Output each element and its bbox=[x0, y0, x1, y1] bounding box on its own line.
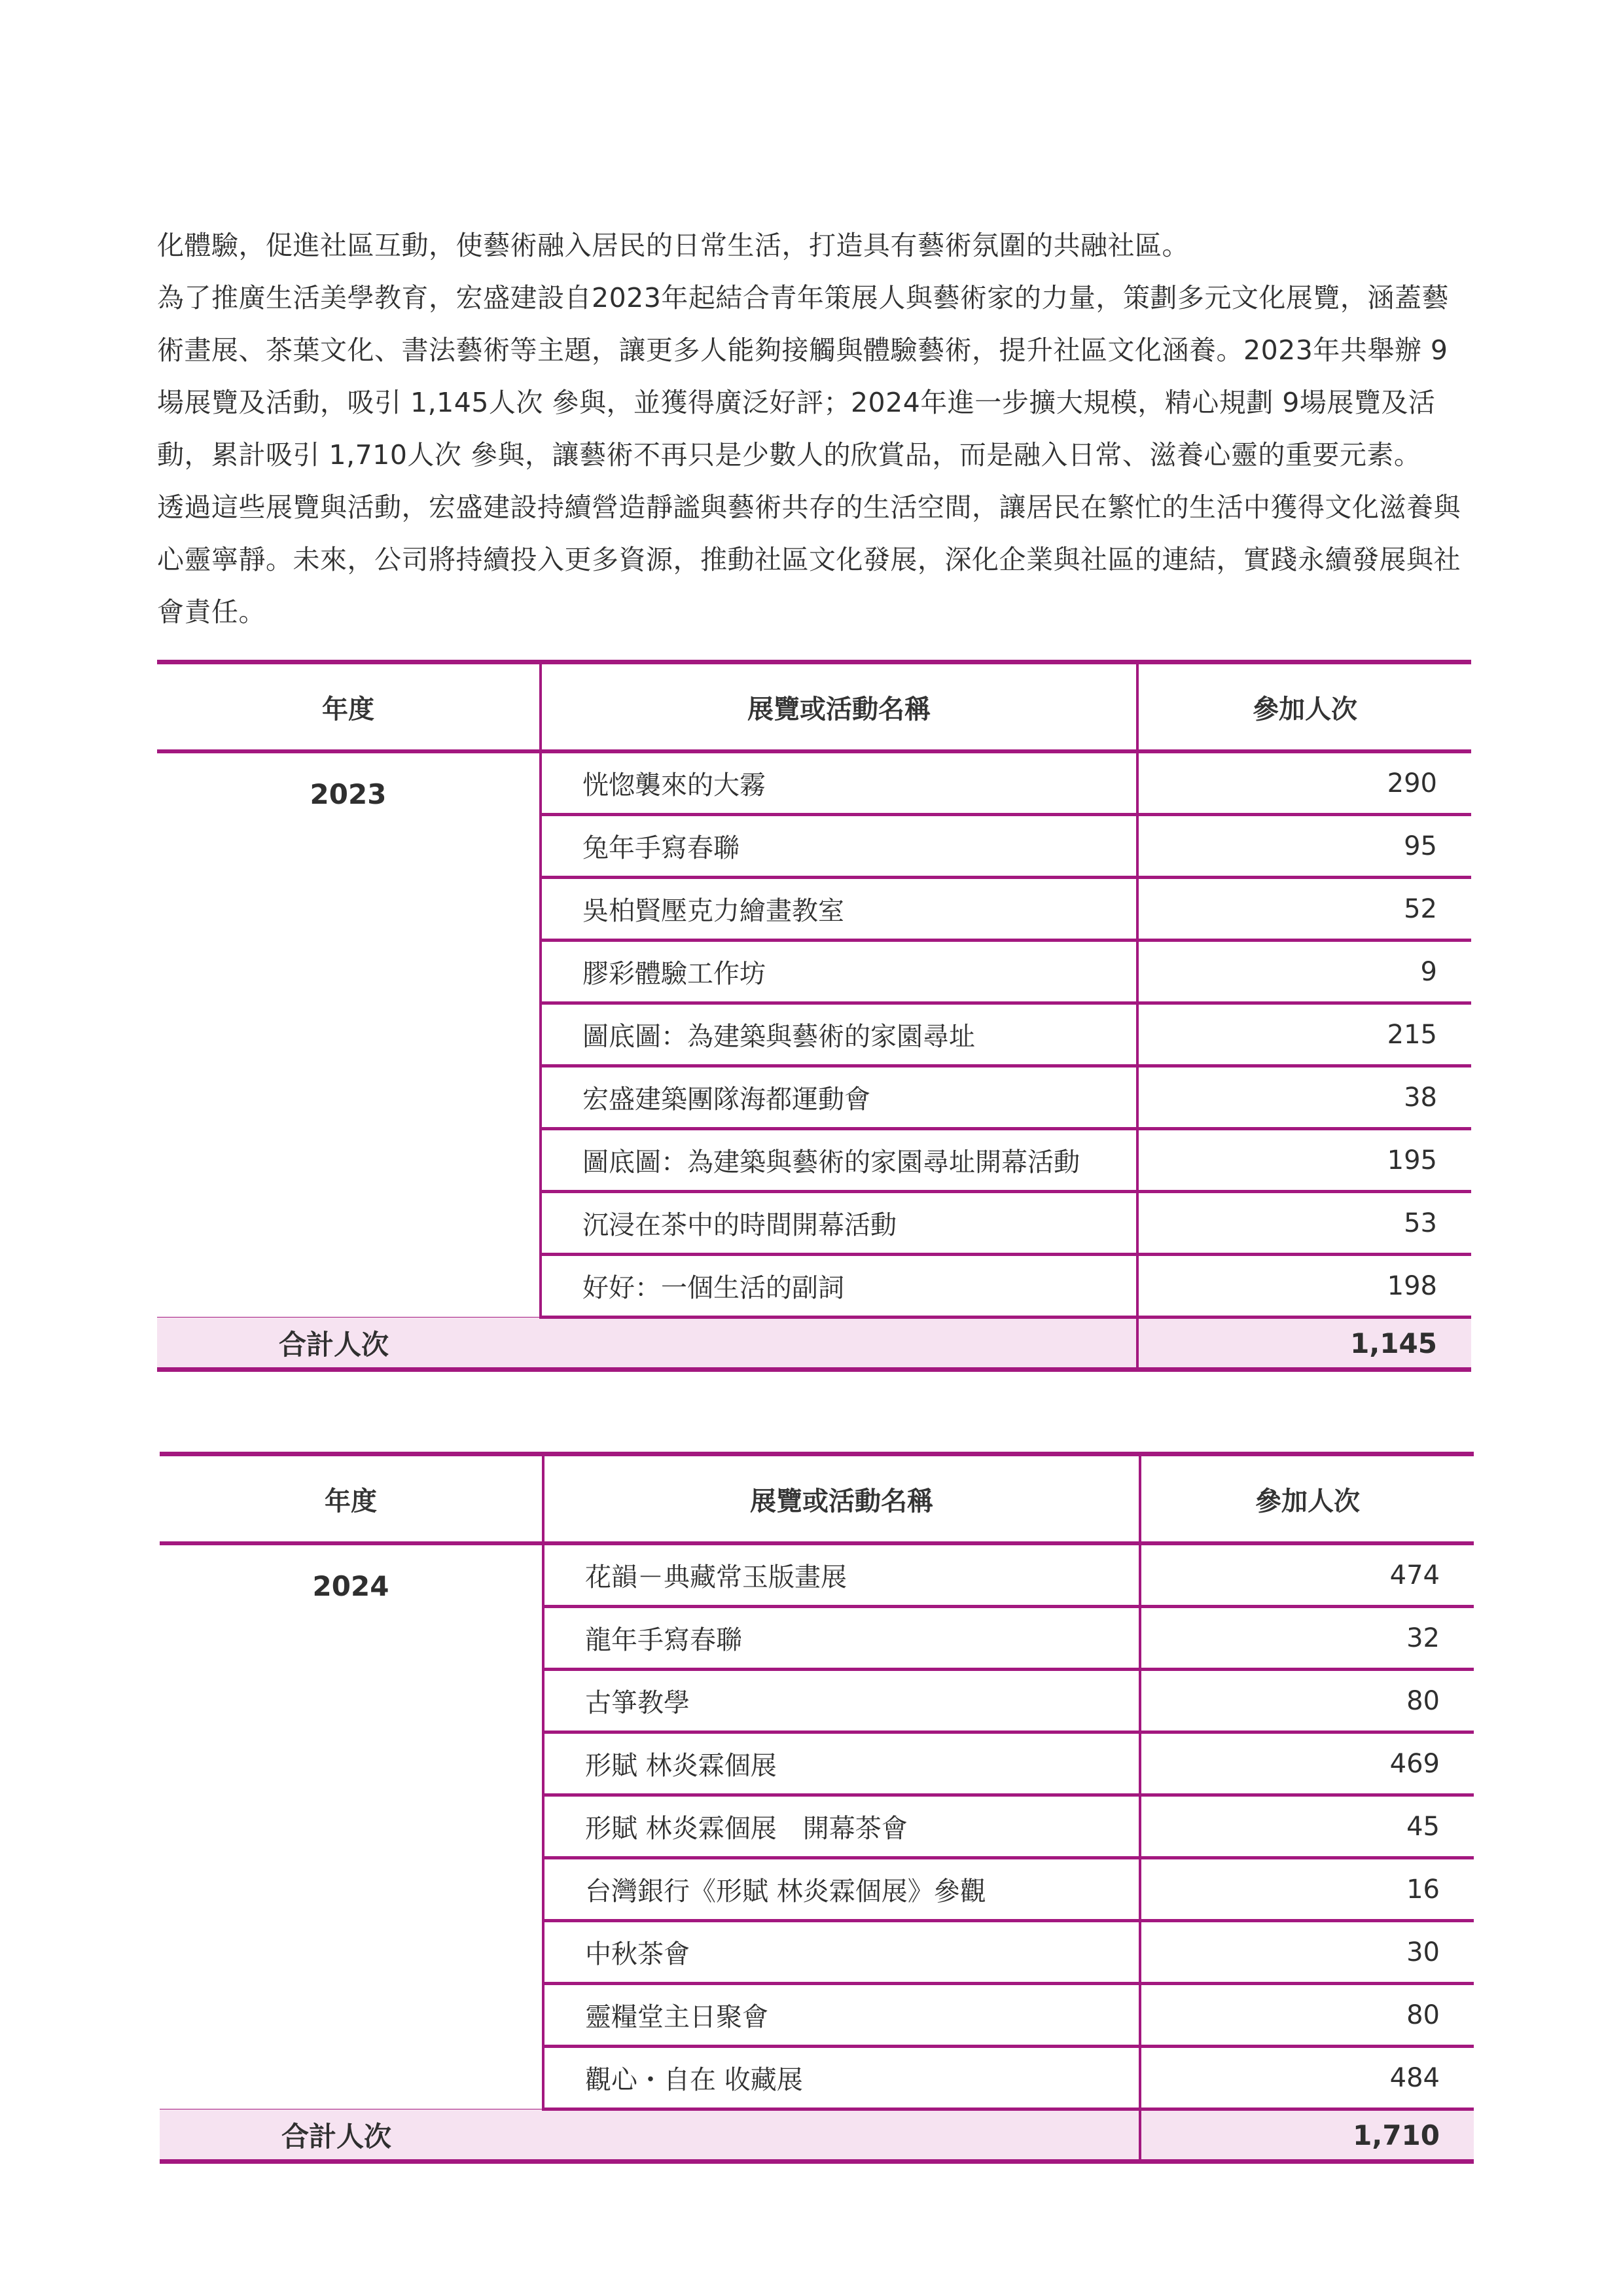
event-name-cell: 兔年手寫春聯 bbox=[541, 815, 1137, 878]
attendance-cell: 484 bbox=[1140, 2047, 1474, 2109]
total-value: 1,145 bbox=[1137, 1318, 1471, 1370]
header-year: 年度 bbox=[157, 662, 541, 752]
attendance-cell: 16 bbox=[1140, 1858, 1474, 1921]
header-year: 年度 bbox=[160, 1454, 543, 1544]
events-table-2024 bbox=[160, 1452, 1474, 2164]
event-name-cell: 花韻－典藏常玉版畫展 bbox=[543, 1543, 1140, 1607]
attendance-cell: 32 bbox=[1140, 1607, 1474, 1670]
event-name-cell: 好好：一個生活的副詞 bbox=[541, 1255, 1137, 1318]
attendance-cell: 469 bbox=[1140, 1732, 1474, 1795]
event-name-cell: 圖底圖：為建築與藝術的家園尋址 bbox=[541, 1003, 1137, 1066]
intro-paragraph-1: 化體驗，促進社區互動，使藝術融入居民的日常生活，打造具有藝術氛圍的共融社區。 bbox=[157, 230, 1189, 261]
intro-text bbox=[157, 219, 1472, 638]
intro-paragraph-3: 透過這些展覽與活動，宏盛建設持續營造靜謐與藝術共存的生活空間，讓居民在繁忙的生活中獲得文化滋養與心靈寧靜。未來，公司將持續投入更多資源，推動社區文化發展，深化企業與社區的連結，實踐永續發展與社會責任。 bbox=[157, 492, 1461, 628]
event-name-cell: 台灣銀行《形賦 林炎霖個展》參觀 bbox=[543, 1858, 1140, 1921]
event-name-cell: 圖底圖：為建築與藝術的家園尋址開幕活動 bbox=[541, 1129, 1137, 1192]
attendance-cell: 52 bbox=[1137, 878, 1471, 941]
event-name-cell: 中秋茶會 bbox=[543, 1921, 1140, 1984]
total-row bbox=[157, 1318, 1471, 1370]
attendance-cell: 474 bbox=[1140, 1543, 1474, 1607]
intro-paragraph-2: 為了推廣生活美學教育，宏盛建設自2023年起結合青年策展人與藝術家的力量，策劃多元文化展覽，涵蓋藝術畫展、茶葉文化、書法藝術等主題，讓更多人能夠接觸與體驗藝術，提升社區文化涵養。2023年共舉辦 9場展覽及活動，吸引 1,145人次 參與，並獲得廣泛好評；2024年進一步擴大規模，精心規劃 9場展覽及活動，累計吸引 1,710人次 參與，讓藝術不再只是少數人的欣賞品，而是融入日常、滋養心靈的重要元素。 bbox=[157, 282, 1449, 471]
attendance-cell: 38 bbox=[1137, 1066, 1471, 1129]
attendance-cell: 198 bbox=[1137, 1255, 1471, 1318]
event-name-cell: 膠彩體驗工作坊 bbox=[541, 941, 1137, 1003]
attendance-cell: 45 bbox=[1140, 1795, 1474, 1858]
event-name-cell: 宏盛建築團隊海都運動會 bbox=[541, 1066, 1137, 1129]
table-row bbox=[160, 1543, 1474, 1607]
table-row bbox=[157, 751, 1471, 815]
event-name-cell: 形賦 林炎霖個展 開幕茶會 bbox=[543, 1795, 1140, 1858]
year-cell: 2023 bbox=[310, 778, 387, 810]
table-header-row bbox=[160, 1454, 1474, 1544]
total-label: 合計人次 bbox=[160, 2109, 1140, 2162]
attendance-cell: 95 bbox=[1137, 815, 1471, 878]
event-name-cell: 恍惚襲來的大霧 bbox=[541, 751, 1137, 815]
event-name-cell: 靈糧堂主日聚會 bbox=[543, 1984, 1140, 2047]
header-attendance: 參加人次 bbox=[1140, 1454, 1474, 1544]
attendance-cell: 80 bbox=[1140, 1670, 1474, 1732]
event-name-cell: 龍年手寫春聯 bbox=[543, 1607, 1140, 1670]
attendance-cell: 30 bbox=[1140, 1921, 1474, 1984]
events-table-2023 bbox=[157, 660, 1471, 1372]
event-name-cell: 觀心・自在 收藏展 bbox=[543, 2047, 1140, 2109]
event-name-cell: 吳柏賢壓克力繪畫教室 bbox=[541, 878, 1137, 941]
event-name-cell: 沉浸在茶中的時間開幕活動 bbox=[541, 1192, 1137, 1255]
total-label: 合計人次 bbox=[157, 1318, 1137, 1370]
attendance-cell: 195 bbox=[1137, 1129, 1471, 1192]
table-header-row bbox=[157, 662, 1471, 752]
attendance-cell: 9 bbox=[1137, 941, 1471, 1003]
attendance-cell: 53 bbox=[1137, 1192, 1471, 1255]
event-name-cell: 形賦 林炎霖個展 bbox=[543, 1732, 1140, 1795]
header-attendance: 參加人次 bbox=[1137, 662, 1471, 752]
total-value: 1,710 bbox=[1140, 2109, 1474, 2162]
total-row bbox=[160, 2109, 1474, 2162]
year-cell: 2024 bbox=[312, 1570, 389, 1602]
header-event-name: 展覽或活動名稱 bbox=[543, 1454, 1140, 1544]
header-event-name: 展覽或活動名稱 bbox=[541, 662, 1137, 752]
attendance-cell: 215 bbox=[1137, 1003, 1471, 1066]
attendance-cell: 290 bbox=[1137, 751, 1471, 815]
attendance-cell: 80 bbox=[1140, 1984, 1474, 2047]
event-name-cell: 古箏教學 bbox=[543, 1670, 1140, 1732]
